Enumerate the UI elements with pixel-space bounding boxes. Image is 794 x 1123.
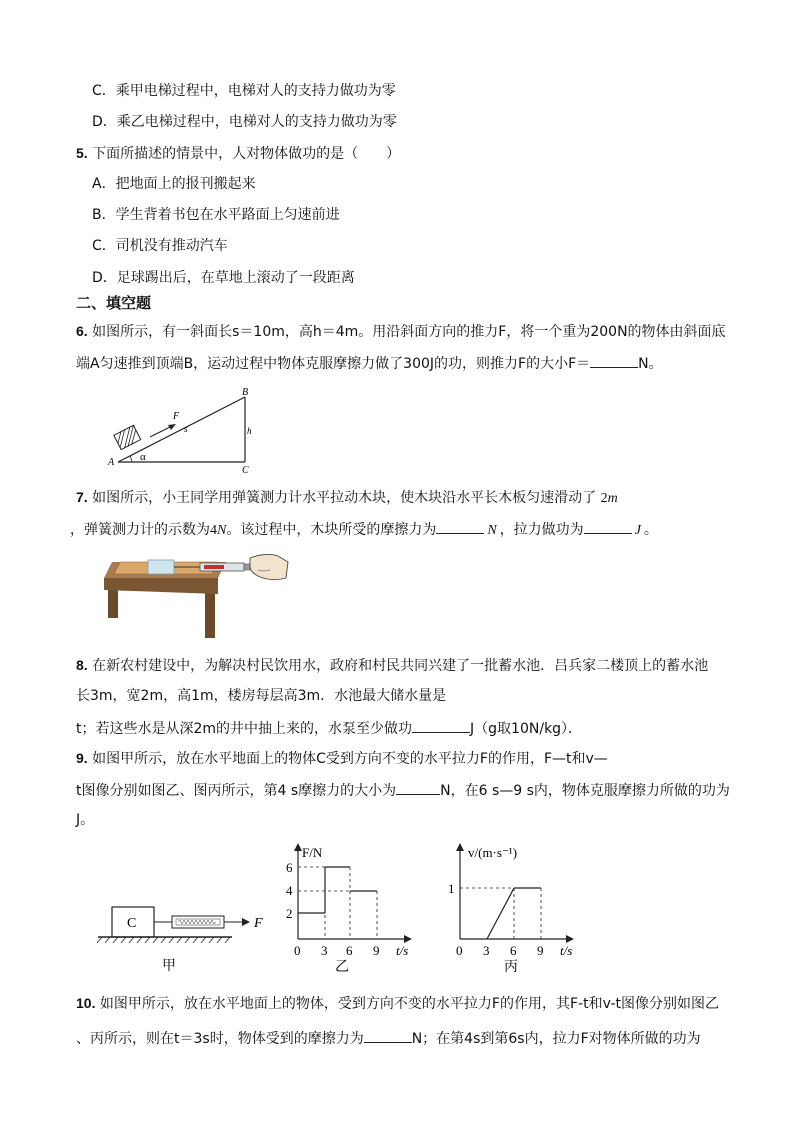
q9-line-2 (76, 780, 730, 800)
q7-force-value: 4 (210, 523, 217, 538)
y-tick: 4 (286, 883, 293, 898)
label-b: B (242, 387, 249, 398)
q10-line-2 (76, 1028, 701, 1048)
q7-text-2f: ，拉力做功为 (499, 522, 584, 538)
question-number: 9. (76, 750, 88, 766)
q7-unit-j: J (634, 523, 641, 538)
q8-line-1 (76, 656, 708, 675)
force-label: F (254, 916, 263, 931)
q6-text-2b: N。 (638, 356, 663, 372)
figure-jia (94, 895, 274, 975)
label-alpha: α (140, 451, 146, 463)
q7-text-2d: 。该过程中，木块所受的摩擦力为 (226, 522, 437, 538)
q8-text-1: 在新农村建设中，为解决村民饮用水，政府和村民共同兴建了一批蓄水池．吕兵家二楼顶上的蓄水池 (92, 658, 709, 674)
q9-line-1 (76, 749, 608, 768)
q6-text-1: 如图所示，有一斜面长s＝10m，高h＝4m。用沿斜面方向的推力F，将一个重为200N的物体由斜面底 (92, 324, 726, 340)
q7-force-unit: N (217, 523, 227, 538)
question-number: 8. (76, 657, 88, 673)
x-tick: 6 (510, 943, 517, 958)
label-f: F (173, 411, 180, 422)
q5-stem-line (76, 144, 400, 163)
q5-option-b: B．学生背着书包在水平路面上匀速前进 (92, 207, 340, 223)
spring-scale-figure (100, 548, 290, 640)
q4-option-d: D．乘乙电梯过程中，电梯对人的支持力做功为零 (92, 114, 397, 130)
block-label: C (127, 916, 137, 931)
caption-yi: 乙 (335, 960, 349, 975)
caption-bing: 丙 (504, 960, 518, 975)
figure-bing-vt-chart (442, 843, 592, 975)
x-tick: 9 (373, 943, 380, 958)
section-title: 二、填空题 (76, 294, 152, 312)
answer-blank[interactable] (590, 353, 638, 368)
q7-text-2a: ，弹簧测力计的示数为 (70, 522, 210, 538)
q7-line-1 (76, 488, 618, 508)
q7-distance-unit: m (607, 491, 618, 506)
q10-text-1: 如图甲所示，放在水平地面上的物体，受到方向不变的水平拉力F的作用，其F-t和v-t图像分别如图乙 (99, 996, 720, 1012)
q10-text-2a: 、丙所示，则在t＝3s时，物体受到的摩擦力为 (76, 1031, 364, 1047)
q10-text-2b: N；在第4s到第6s内，拉力F对物体所做的功为 (411, 1031, 701, 1047)
question-number: 5. (76, 145, 88, 161)
question-number: 10. (76, 995, 96, 1011)
y-axis-label: F/N (302, 845, 323, 860)
q6-text-2a: 端A匀速推到顶端B，运动过程中物体克服摩擦力做了300J的功，则推力F的大小F＝ (76, 356, 591, 372)
x-tick: 0 (456, 943, 463, 958)
answer-blank[interactable] (396, 780, 440, 795)
label-s: s (184, 424, 188, 434)
q9-text-2a: t图像分别如图乙、图丙所示，第4 s摩擦力的大小为 (76, 783, 397, 799)
label-h: h (247, 426, 252, 436)
caption-jia: 甲 (162, 959, 176, 974)
x-tick: 3 (321, 943, 328, 958)
x-tick: 3 (483, 943, 490, 958)
label-c: C (242, 465, 249, 473)
q7-text-2h: 。 (643, 522, 658, 538)
q7-distance-value: 2 (600, 491, 608, 506)
q5-stem: 下面所描述的情景中，人对物体做功的是（ ） (92, 146, 401, 162)
q9-line-3: J。 (76, 812, 95, 828)
question-number: 7. (76, 489, 88, 505)
q8-text-3b: J（g取10N/kg）． (470, 721, 583, 737)
q5-option-c: C．司机没有推动汽车 (92, 238, 228, 254)
q5-option-d: D．足球踢出后，在草地上滚动了一段距离 (92, 270, 355, 286)
figure-yi-ft-chart (280, 843, 430, 975)
q6-line-1 (76, 322, 726, 341)
q5-option-a: A．把地面上的报刊搬起来 (92, 176, 256, 192)
incline-figure (100, 385, 270, 473)
x-tick: 0 (294, 943, 301, 958)
y-tick: 2 (286, 906, 293, 921)
answer-blank[interactable] (412, 718, 470, 733)
y-axis-label: v/(m·s⁻¹) (468, 845, 518, 860)
q8-line-2: 长3m，宽2m，高1m，楼房每层高3m．水池最大储水量是 (76, 688, 447, 704)
q9-text-2b: N，在6 s—9 s内，物体克服摩擦力所做的功为 (440, 783, 730, 799)
q8-line-3 (76, 718, 582, 738)
x-axis-label: t/s (396, 943, 409, 958)
q8-text-3a: t；若这些水是从深2m的井中抽上来的，水泵至少做功 (76, 721, 413, 737)
x-tick: 9 (537, 943, 544, 958)
q10-line-1 (76, 994, 719, 1013)
q7-text-1a: 如图所示，小王同学用弹簧测力计水平拉动木块，使木块沿水平长木板匀速滑动了 (92, 490, 597, 506)
x-tick: 6 (346, 943, 353, 958)
q7-line-2 (70, 519, 658, 540)
y-tick: 1 (448, 881, 455, 896)
question-number: 6. (76, 323, 88, 339)
x-axis-label: t/s (560, 943, 573, 958)
q4-option-c: C．乘甲电梯过程中，电梯对人的支持力做功为零 (92, 83, 396, 99)
answer-blank[interactable] (436, 519, 484, 534)
answer-blank[interactable] (364, 1028, 412, 1043)
answer-blank[interactable] (584, 519, 632, 534)
q9-text-1: 如图甲所示，放在水平地面上的物体C受到方向不变的水平拉力F的作用，F—t和v— (92, 751, 608, 767)
y-tick: 6 (286, 860, 293, 875)
q7-unit-n: N (487, 523, 497, 538)
q6-line-2 (76, 353, 663, 373)
label-a: A (108, 457, 115, 468)
